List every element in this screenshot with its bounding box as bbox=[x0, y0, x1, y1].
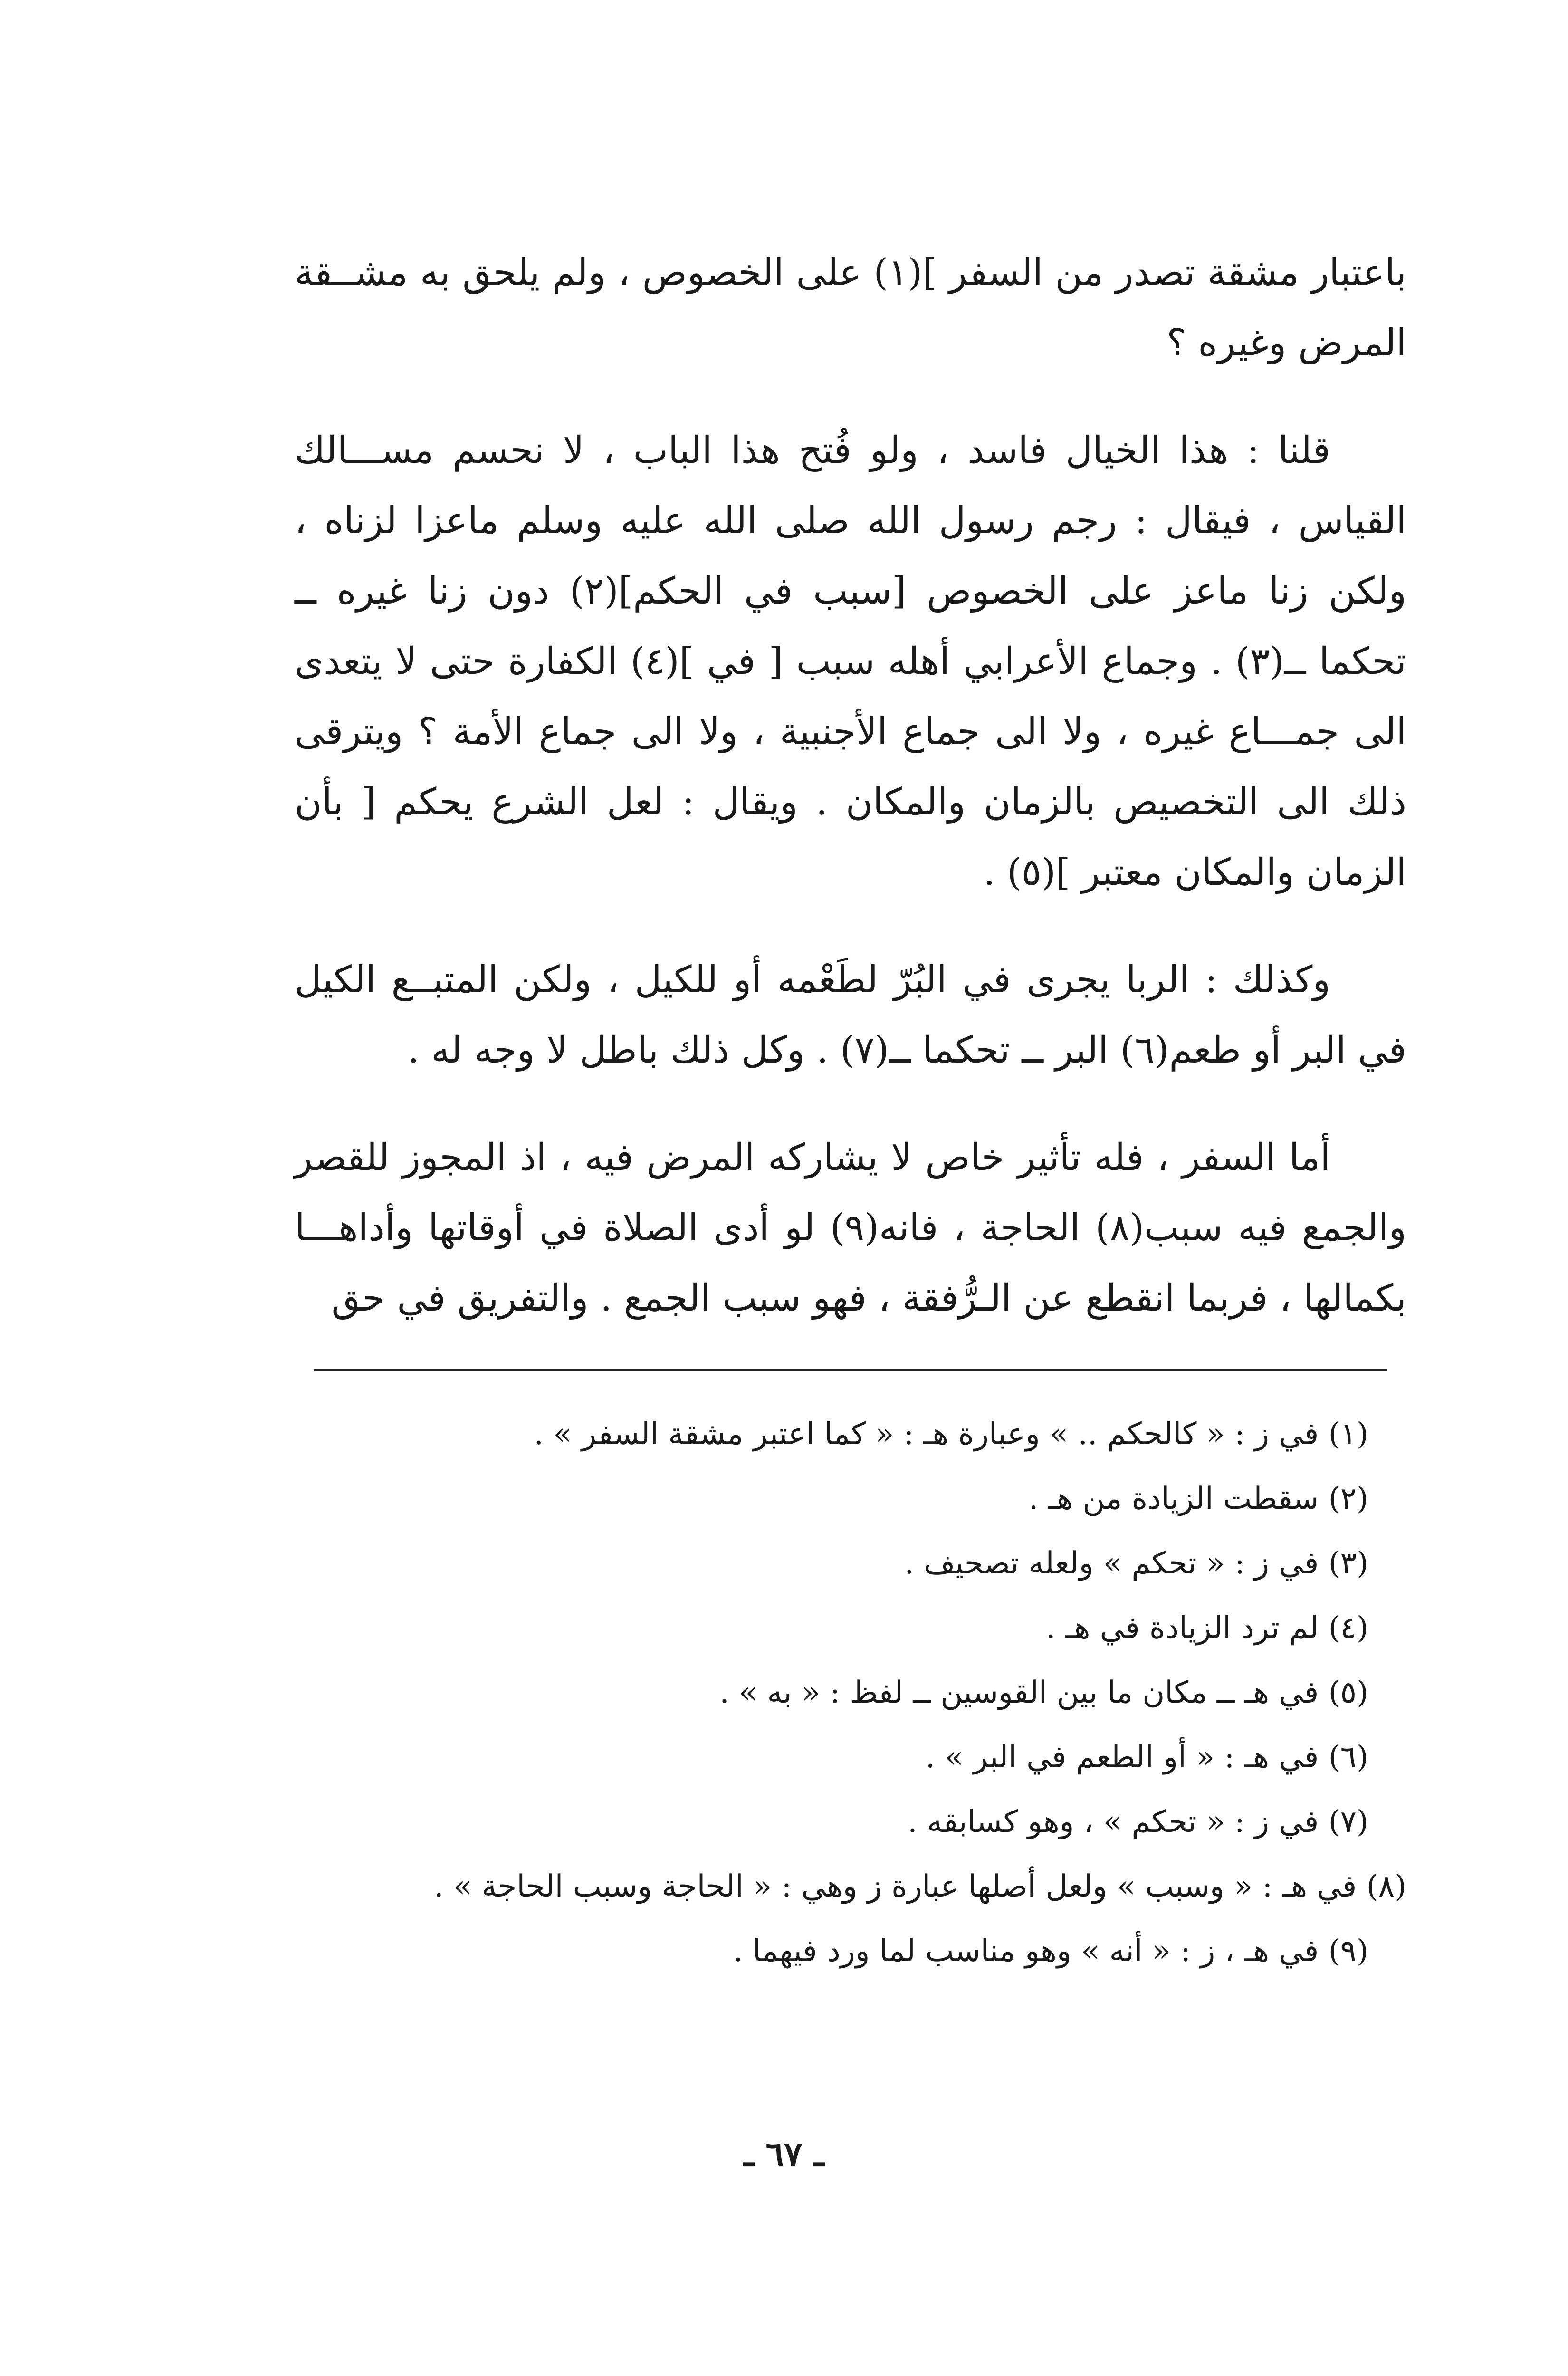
footnote-divider bbox=[314, 1369, 1387, 1371]
footnote-1: (١) في ز : « كالحكم .. » وعبارة هـ : « كما اعتبر مشقة السفر » . bbox=[534, 1417, 1368, 1452]
paragraph-1: باعتبار مشقة تصدر من السفر ](١) على الخصوص ، ولم يلحق به مشــقة المرض وغيره ؟ bbox=[295, 251, 1406, 364]
page-number: ـ ٦٧ ـ bbox=[744, 2134, 824, 2174]
footnote-9: (٩) في هـ ، ز : « أنه » وهو مناسب لما ورد فيهما . bbox=[733, 1934, 1368, 1969]
footnote-7: (٧) في ز : « تحكم » ، وهو كسابقه . bbox=[908, 1804, 1368, 1839]
footnote-2: (٢) سقطت الزيادة من هـ . bbox=[1028, 1481, 1368, 1516]
paragraph-3: وكذلك : الربا يجرى في البُرّ لطَعْمه أو للكيل ، ولكن المتبــع الكيل في البر أو طعم(٦) البر ــ تحكما ــ(٧) . وكل ذلك باطل لا وجه له . bbox=[295, 958, 1406, 1072]
main-text bbox=[295, 238, 1406, 1370]
footnote-3: (٣) في ز : « تحكم » ولعله تصحيف . bbox=[904, 1546, 1368, 1581]
footnote-8: (٨) في هـ : « وسبب » ولعل أصلها عبارة ز وهي : « الحاجة وسبب الحاجة » . bbox=[434, 1869, 1406, 1904]
footnote-5: (٥) في هـ ــ مكان ما بين القوسين ــ لفظ : « به » . bbox=[719, 1675, 1368, 1710]
paragraph-2: قلنا : هذا الخيال فاسد ، ولو فُتح هذا الباب ، لا نحسم مســـالك القياس ، فيقال : رجم رسول الله صلى الله عليه وسلم ماعزا لزناه ، ولكن زنا ماعز على الخصوص [سبب في الحكم](٢) دون زنا غيره ــ تحكما ــ(٣) . وجماع الأعرابي أهله سبب [ في ](٤) الكفارة حتى لا يتعدى الى جمـــاع غيره ، ولا الى جماع الأجنبية ، ولا الى جماع الأمة ؟ ويترقى ذلك الى التخصيص بالزمان والمكان . ويقال : لعل الشرع يحكم [ بأن الزمان والمكان معتبر ](٥) . bbox=[295, 429, 1406, 894]
footnotes bbox=[295, 1402, 1406, 1983]
footnote-6: (٦) في هـ : « أو الطعم في البر » . bbox=[925, 1740, 1368, 1775]
paragraph-4: أما السفر ، فله تأثير خاص لا يشاركه المرض فيه ، اذ المجوز للقصر والجمع فيه سبب(٨) الحاجة ، فانه(٩) لو أدى الصلاة في أوقاتها وأداهـــا بكمالها ، فربما انقطع عن الـرُّفقة ، فهو سبب الجمع . والتفريق في حق bbox=[295, 1136, 1406, 1320]
footnote-4: (٤) لم ترد الزيادة في هـ . bbox=[1046, 1610, 1368, 1646]
